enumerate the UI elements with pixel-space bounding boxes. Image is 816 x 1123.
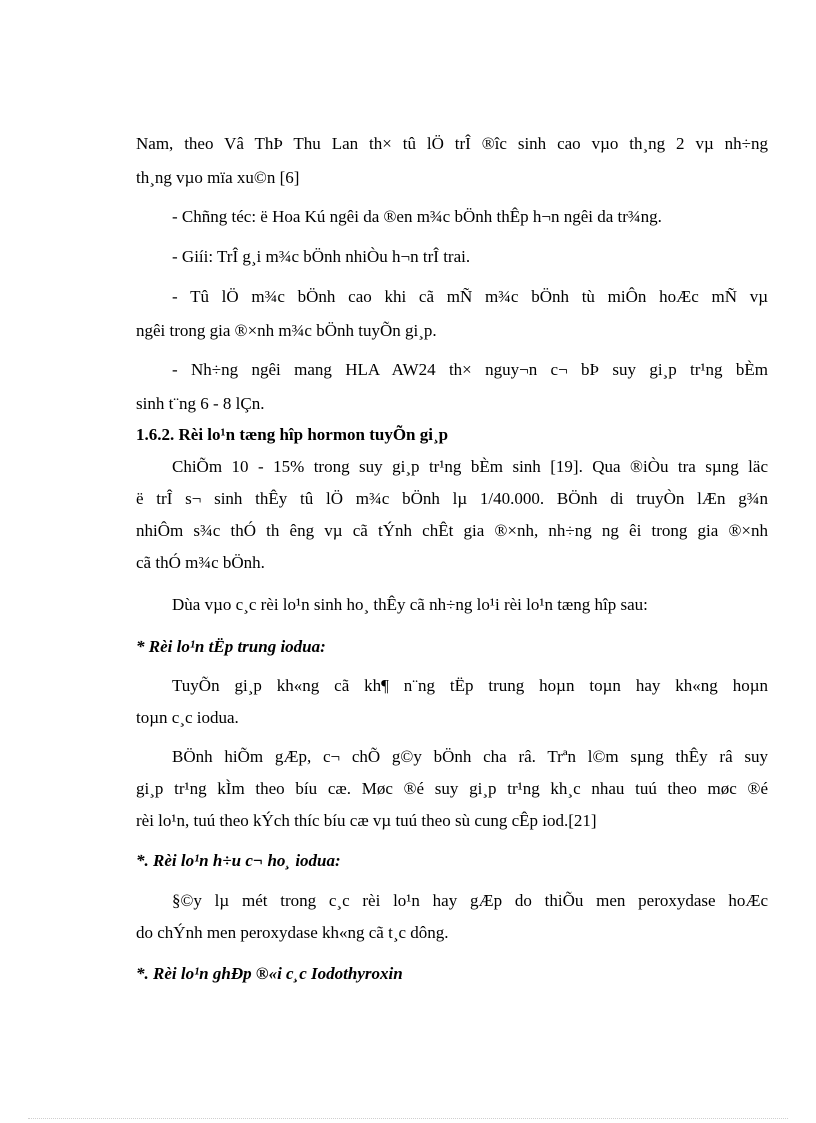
body-text-line: toµn c¸c iodua. bbox=[136, 708, 239, 727]
body-text-line: cã thÓ m¾c bÖnh. bbox=[136, 553, 265, 572]
body-text-line: nhiÔm s¾c thÓ th êng vµ cã tÝnh chÊt gia ®×nh, nh÷ng ng êi trong gia ®×nh bbox=[136, 521, 768, 540]
subsection-heading: * Rèi lo¹n tËp trung iodua: bbox=[136, 637, 326, 656]
body-text-line: do chÝnh men peroxydase kh«ng cã t¸c dông. bbox=[136, 923, 449, 942]
body-text-line: rèi lo¹n, tuú theo kÝch thíc bíu cæ vµ tuú theo sù cung cÊp iod.[21] bbox=[136, 811, 597, 830]
body-text-line: gi¸p tr¹ng kÌm theo bíu cæ. Møc ®é suy gi¸p tr¹ng kh¸c nhau tuú theo møc ®é bbox=[136, 779, 768, 798]
body-text-line: ChiÕm 10 - 15% trong suy gi¸p tr¹ng bÈm sinh [19]. Qua ®iÒu tra sµng läc bbox=[172, 457, 768, 476]
subsection-heading: *. Rèi lo¹n h÷u c¬ ho¸ iodua: bbox=[136, 851, 341, 870]
body-text-line: TuyÕn gi¸p kh«ng cã kh¶ n¨ng tËp trung hoµn toµn hay kh«ng hoµn bbox=[172, 676, 768, 695]
subsection-heading: *. Rèi lo¹n ghÐp ®«i c¸c Iodothyroxin bbox=[136, 964, 403, 983]
body-text-line: Dùa vµo c¸c rèi lo¹n sinh ho¸ thÊy cã nh÷ng lo¹i rèi lo¹n tæng hîp sau: bbox=[172, 595, 648, 614]
body-text-line: §©y lµ mét trong c¸c rèi lo¹n hay gÆp do thiÕu men peroxydase hoÆc bbox=[172, 891, 768, 910]
body-text-line: Nam, theo Vâ ThÞ Thu Lan th× tû lÖ trÎ ®îc sinh cao vµo th¸ng 2 vµ nh÷ng bbox=[136, 134, 768, 153]
body-text-line: sinh t¨ng 6 - 8 lÇn. bbox=[136, 394, 265, 413]
body-text-line: th¸ng vµo mïa xu©n [6] bbox=[136, 168, 300, 187]
body-text-line: ngêi trong gia ®×nh m¾c bÖnh tuyÕn gi¸p. bbox=[136, 321, 437, 340]
list-item-family-history: - Tû lÖ m¾c bÖnh cao khi cã mÑ m¾c bÖnh tù miÔn hoÆc mÑ vµ bbox=[172, 287, 768, 306]
page-footer-rule bbox=[28, 1118, 788, 1119]
list-item-ethnicity: - Chñng téc: ë Hoa Kú ngêi da ®en m¾c bÖnh thÊp h¬n ngêi da tr¾ng. bbox=[172, 207, 662, 226]
body-text-line: ë trÎ s¬ sinh thÊy tû lÖ m¾c bÖnh lµ 1/40.000. BÖnh di truyÒn lÆn g¾n bbox=[136, 489, 768, 508]
body-text-line: BÖnh hiÕm gÆp, c¬ chÕ g©y bÖnh cha râ. Trªn l©m sµng thÊy râ suy bbox=[172, 747, 768, 766]
list-item-hla: - Nh÷ng ngêi mang HLA AW24 th× nguy¬n c¬ bÞ suy gi¸p tr¹ng bÈm bbox=[172, 360, 768, 379]
list-item-gender: - Giíi: TrÎ g¸i m¾c bÖnh nhiÒu h¬n trÎ trai. bbox=[172, 247, 471, 266]
section-heading: 1.6.2. Rèi lo¹n tæng hîp hormon tuyÕn gi¸p bbox=[136, 425, 449, 444]
